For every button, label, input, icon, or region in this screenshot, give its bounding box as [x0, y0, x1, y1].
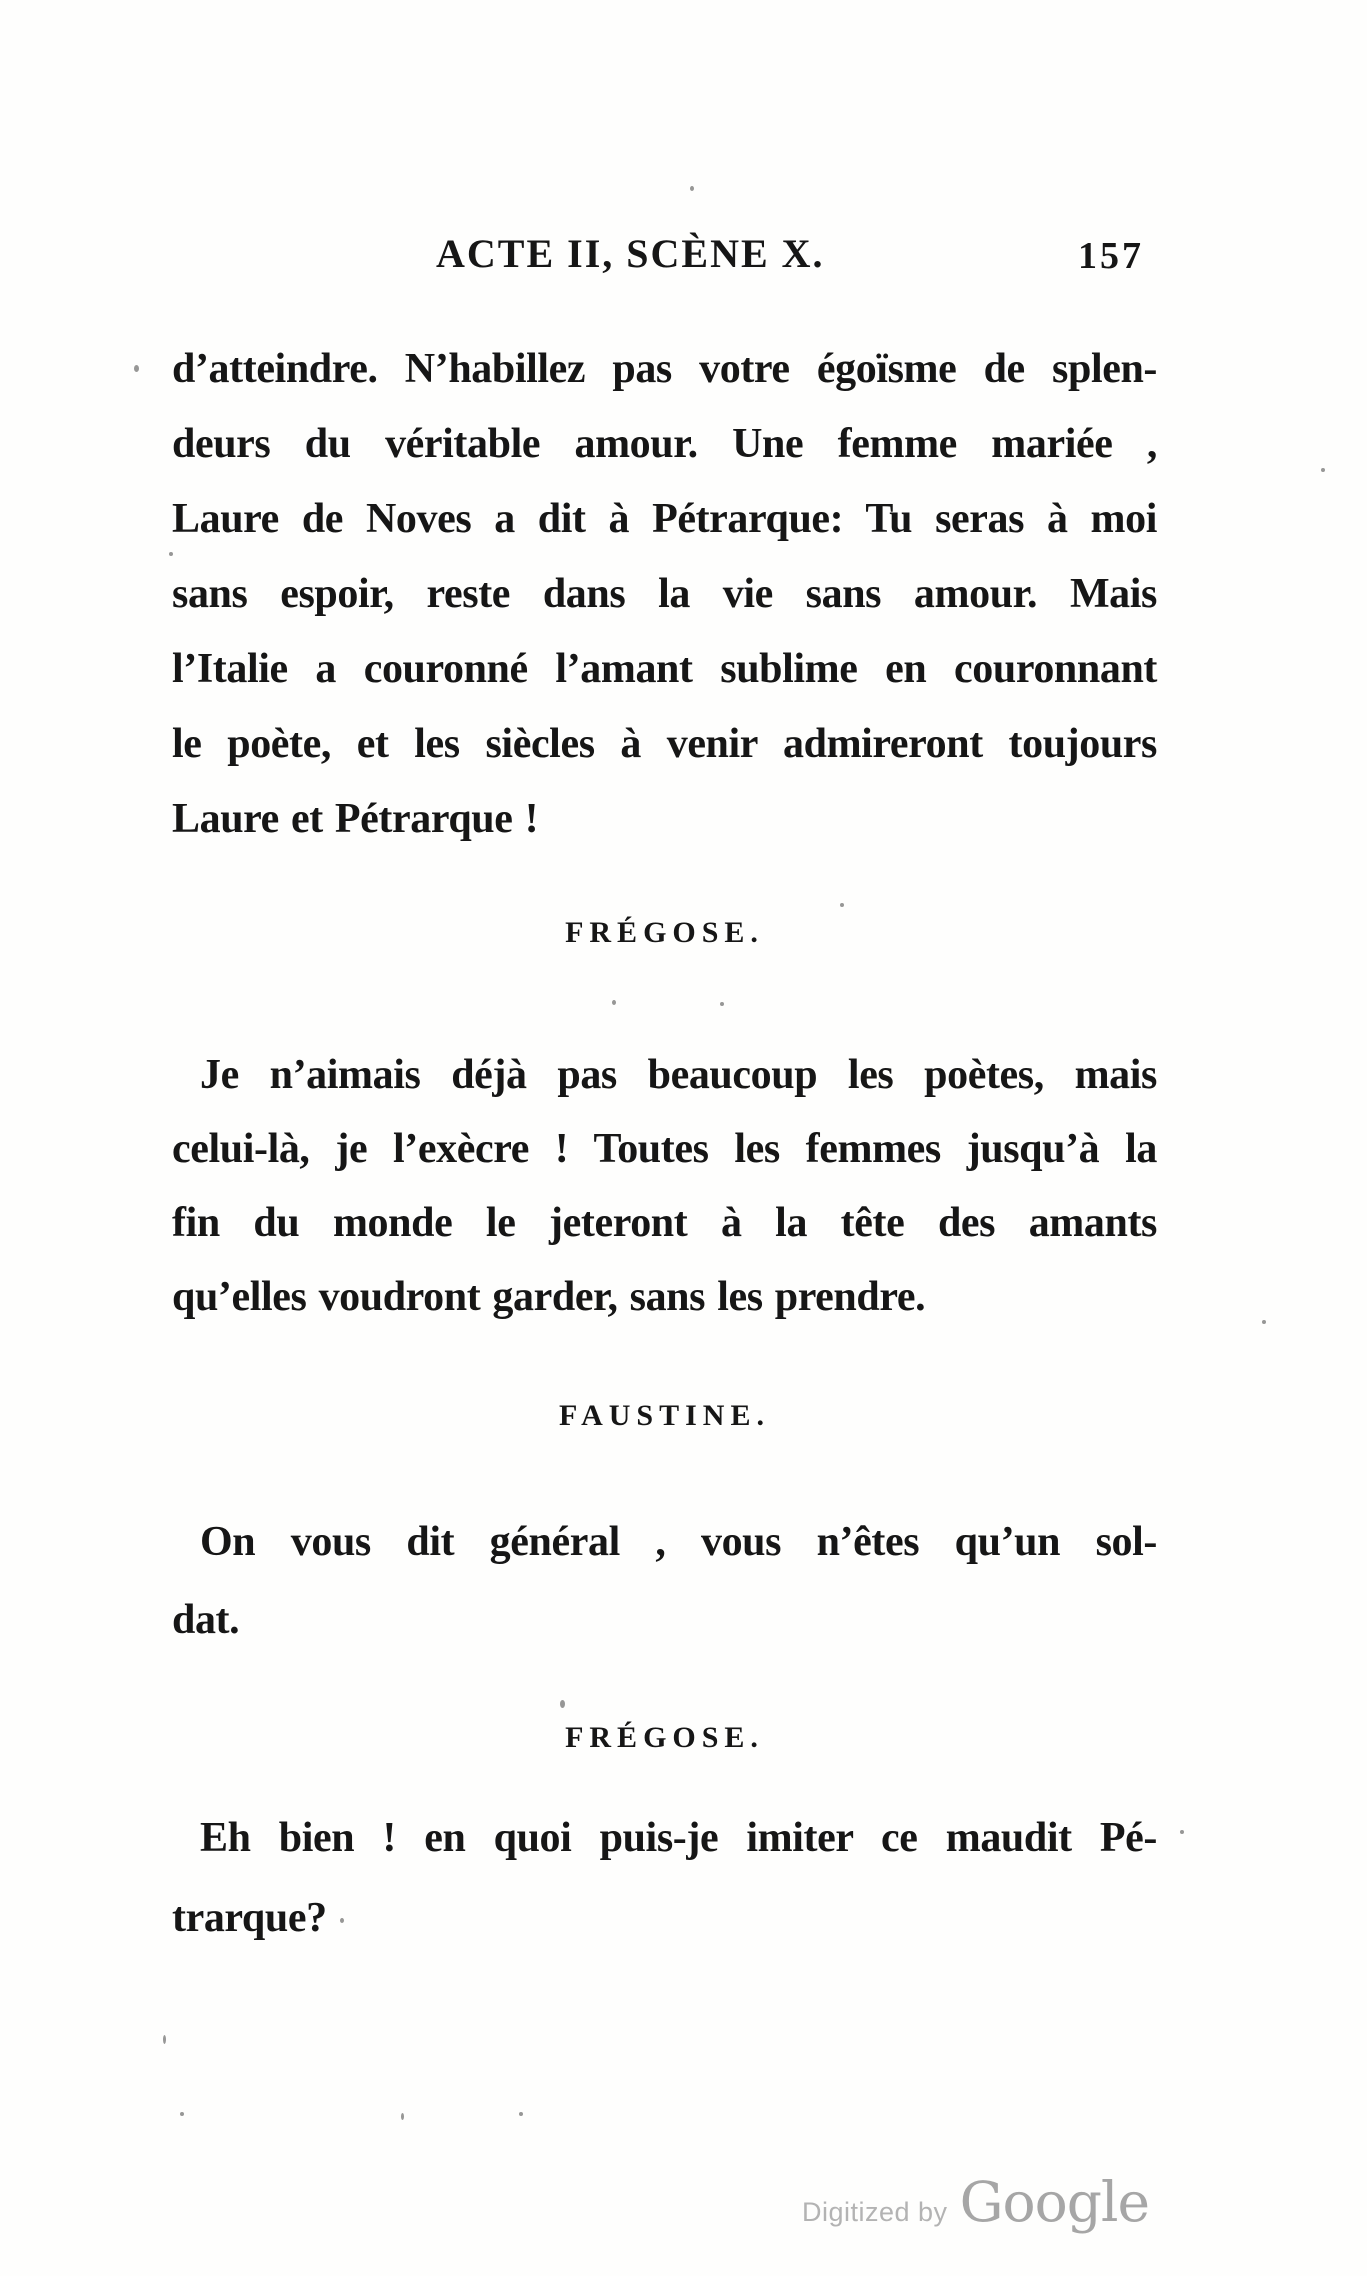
running-header-title: ACTE II, SCÈNE X. — [436, 231, 825, 276]
scan-speck — [840, 903, 844, 907]
text-line: sans espoir, reste dans la vie sans amour. Mais — [172, 571, 1157, 617]
text-line: On vous dit général , vous n’êtes qu’un sol- — [200, 1519, 1157, 1565]
scan-speck — [340, 1918, 344, 1923]
speaker-heading-faustine: FAUSTINE. — [559, 1399, 770, 1432]
text-line: trarque? — [172, 1895, 327, 1941]
text-line: d’atteindre. N’habillez pas votre égoïsme de splen- — [172, 346, 1157, 392]
scan-speck — [163, 2035, 166, 2044]
scan-speck — [560, 1700, 565, 1708]
scan-speck — [1180, 1830, 1184, 1834]
scan-speck — [1321, 468, 1325, 472]
text-line: celui-là, je l’exècre ! Toutes les femmes jusqu’à la — [172, 1126, 1157, 1172]
paragraph — [172, 1503, 1157, 1659]
paragraph — [172, 1038, 1157, 1334]
text-line: dat. — [172, 1597, 240, 1643]
paragraph — [172, 1798, 1157, 1958]
text-line: Laure de Noves a dit à Pétrarque: Tu seras à moi — [172, 496, 1157, 542]
digitized-by-label: Digitized by — [802, 2197, 948, 2227]
scan-speck — [720, 1002, 724, 1006]
scan-speck — [180, 2112, 184, 2116]
text-line: deurs du véritable amour. Une femme mariée , — [172, 421, 1157, 467]
scan-speck — [1262, 1320, 1266, 1324]
text-line: Laure et Pétrarque ! — [172, 796, 539, 842]
text-line: le poète, et les siècles à venir admireront toujours — [172, 721, 1157, 767]
text-line: l’Italie a couronné l’amant sublime en couronnant — [172, 646, 1157, 692]
text-line: Eh bien ! en quoi puis-je imiter ce maudit Pé- — [200, 1815, 1157, 1861]
text-line: qu’elles voudront garder, sans les prendre. — [172, 1274, 926, 1320]
speaker-heading-fregose: FRÉGOSE. — [565, 1721, 764, 1754]
paragraph — [172, 332, 1157, 857]
scan-speck — [519, 2112, 523, 2116]
google-logo: Google — [959, 2170, 1150, 2234]
speaker-heading-fregose: FRÉGOSE. — [565, 916, 764, 949]
digitization-watermark — [802, 2170, 1149, 2234]
scan-speck — [612, 1000, 616, 1005]
page-number: 157 — [1078, 235, 1144, 277]
text-line: fin du monde le jeteront à la tête des amants — [172, 1200, 1157, 1246]
text-line: Je n’aimais déjà pas beaucoup les poètes, mais — [200, 1052, 1157, 1098]
scan-speck — [169, 552, 173, 556]
scan-speck — [690, 186, 694, 191]
scan-speck — [134, 365, 139, 372]
scan-speck — [401, 2113, 404, 2120]
